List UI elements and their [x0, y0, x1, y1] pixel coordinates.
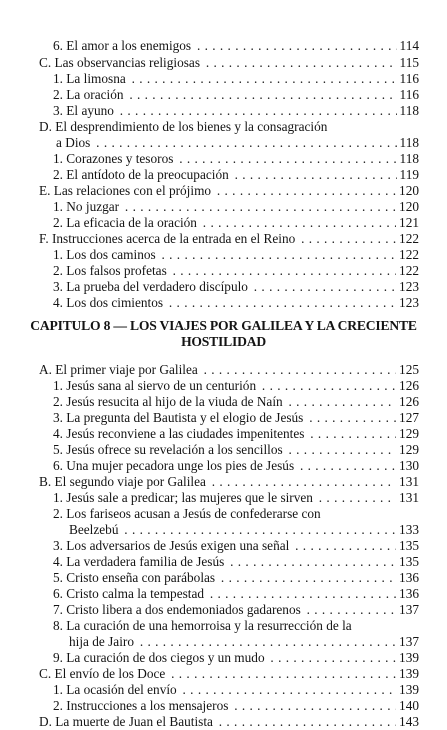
toc-entry-label: 2. El antídoto de la preocupación — [53, 167, 229, 182]
toc-entry-page: 139 — [396, 682, 419, 698]
toc-entry-label: 4. La verdadera familia de Jesús — [53, 554, 225, 569]
toc-entry-label: 2. Los falsos profetas — [53, 263, 167, 278]
toc-entry-page: 122 — [396, 231, 419, 247]
toc-entry-label: 9. La curación de dos ciegos y un mudo — [53, 650, 265, 665]
toc-entry — [0, 199, 447, 215]
toc-entry — [0, 103, 447, 119]
toc-entry-page: 118 — [397, 135, 419, 151]
toc-entry-label: 1. La ocasión del envío — [53, 682, 177, 697]
toc-entry-label: E. Las relaciones con el prójimo — [39, 183, 212, 198]
toc-entry — [0, 378, 447, 394]
toc-entry-page: 123 — [396, 295, 419, 311]
toc-entry — [0, 295, 447, 311]
toc-entry-label: 1. No juzgar — [53, 199, 120, 214]
toc-entry-page: 114 — [397, 38, 419, 54]
toc-entry-page: 118 — [397, 103, 419, 119]
toc-entry-page: 140 — [396, 698, 419, 714]
toc-entry — [0, 522, 447, 538]
toc-entry — [0, 362, 447, 378]
toc-entry-label: 3. El ayuno — [53, 103, 114, 118]
toc-entry — [0, 682, 447, 698]
toc-entry-label: a Dios — [56, 135, 91, 150]
toc-entry — [0, 474, 447, 490]
toc-entry-page: 119 — [397, 167, 419, 183]
toc-entry-label: 6. Cristo calma la tempestad — [53, 586, 205, 601]
toc-entry-page: 136 — [396, 570, 419, 586]
toc-entry — [0, 215, 447, 231]
toc-entry-page: 139 — [396, 650, 419, 666]
toc-entry — [0, 618, 447, 634]
toc-entry — [0, 151, 447, 167]
toc-entry-page: 122 — [396, 263, 419, 279]
toc-entry-page: 131 — [396, 474, 419, 490]
toc-entry-label: 8. La curación de una hemorroisa y la resurrección de la — [53, 618, 352, 633]
toc-entry — [0, 87, 447, 103]
toc-entry-page: 126 — [396, 378, 419, 394]
toc-entry — [0, 714, 447, 730]
toc-entry-label: 2. Los fariseos acusan a Jesús de confederarse con — [53, 506, 321, 521]
toc-entry-label: 1. Corazones y tesoros — [53, 151, 174, 166]
toc-entry-page: 135 — [396, 538, 419, 554]
toc-entry — [0, 55, 447, 71]
toc-entry-page: 116 — [397, 71, 419, 87]
toc-entry-label: 3. La prueba del verdadero discípulo — [53, 279, 248, 294]
toc-entry-label: 7. Cristo libera a dos endemoniados gadarenos — [53, 602, 301, 617]
toc-entry — [0, 650, 447, 666]
toc-entry-page: 136 — [396, 586, 419, 602]
toc-entry-page: 131 — [396, 490, 419, 506]
toc-entry-label: 5. Jesús ofrece su revelación a los sencillos — [53, 442, 283, 457]
toc-entry — [0, 666, 447, 682]
toc-entry — [0, 247, 447, 263]
toc-entry-label: Beelzebú — [69, 522, 119, 537]
toc-entry — [0, 458, 447, 474]
toc-entry-page: 120 — [396, 183, 419, 199]
toc-entry-page: 137 — [396, 634, 419, 650]
toc-entry — [0, 394, 447, 410]
toc-entry-page: 137 — [396, 602, 419, 618]
toc-entry — [0, 586, 447, 602]
toc-entry-page: 122 — [396, 247, 419, 263]
toc-entry — [0, 570, 447, 586]
chapter-heading-line-2: HOSTILIDAD — [181, 334, 266, 349]
toc-entry-page: 121 — [396, 215, 419, 231]
toc-entry-label: 6. Una mujer pecadora unge los pies de Jesús — [53, 458, 295, 473]
toc-entry-page: 130 — [396, 458, 419, 474]
chapter-heading-line-1: CAPITULO 8 — LOS VIAJES POR GALILEA Y LA CRECIENTE — [30, 318, 417, 333]
toc-entry-label: C. Las observancias religiosas — [39, 55, 200, 70]
toc-entry — [0, 183, 447, 199]
toc-entry-page: 135 — [396, 554, 419, 570]
toc-entry — [0, 263, 447, 279]
toc-entry-label: 6. El amor a los enemigos — [53, 38, 192, 53]
toc-entry — [0, 538, 447, 554]
toc-entry-label: 1. Los dos caminos — [53, 247, 156, 262]
toc-entry-label: 4. Jesús reconviene a las ciudades impenitentes — [53, 426, 305, 441]
toc-entry — [0, 442, 447, 458]
toc-entry-label: B. El segundo viaje por Galilea — [39, 474, 206, 489]
toc-entry — [0, 38, 447, 54]
toc-entry-label: hija de Jairo — [69, 634, 134, 649]
toc-entry-page: 139 — [396, 666, 419, 682]
toc-entry-label: 1. Jesús sale a predicar; las mujeres que le sirven — [53, 490, 313, 505]
toc-entry-page: 116 — [397, 87, 419, 103]
toc-entry-label: D. El desprendimiento de los bienes y la consagración — [39, 119, 328, 134]
toc-entry-label: 3. Los adversarios de Jesús exigen una señal — [53, 538, 290, 553]
toc-entry-page: 120 — [396, 199, 419, 215]
toc-entry — [0, 426, 447, 442]
toc-entry — [0, 506, 447, 522]
toc-entry-label: 2. Jesús resucita al hijo de la viuda de Naín — [53, 394, 283, 409]
toc-entry-page: 129 — [396, 426, 419, 442]
toc-entry — [0, 410, 447, 426]
toc-entry-page: 125 — [396, 362, 419, 378]
toc-entry-label: 2. La oración — [53, 87, 124, 102]
toc-entry-label: 5. Cristo enseña con parábolas — [53, 570, 216, 585]
toc-entry-page: 129 — [396, 442, 419, 458]
toc-entry-label: 3. La pregunta del Bautista y el elogio de Jesús — [53, 410, 304, 425]
toc-entry-label: 1. La limosna — [53, 71, 126, 86]
toc-entry-page: 123 — [396, 279, 419, 295]
toc-entry-label: 4. Los dos cimientos — [53, 295, 164, 310]
toc-entry-page: 133 — [396, 522, 419, 538]
toc-entry — [0, 634, 447, 650]
toc-entry-page: 127 — [396, 410, 419, 426]
toc-entry — [0, 554, 447, 570]
toc-entry — [0, 279, 447, 295]
toc-entry-label: F. Instrucciones acerca de la entrada en el Reino — [39, 231, 296, 246]
toc-entry — [0, 602, 447, 618]
toc-entry-label: 2. Instrucciones a los mensajeros — [53, 698, 229, 713]
toc-entry-label: C. El envío de los Doce — [39, 666, 166, 681]
toc-entry — [0, 231, 447, 247]
toc-entry — [0, 119, 447, 135]
toc-entry-page: 115 — [397, 55, 419, 71]
toc-entry-label: A. El primer viaje por Galilea — [39, 362, 198, 377]
chapter-heading — [0, 318, 447, 350]
toc-entry — [0, 698, 447, 714]
toc-entry — [0, 167, 447, 183]
toc-entry — [0, 71, 447, 87]
toc-entry — [0, 490, 447, 506]
toc-entry — [0, 135, 447, 151]
toc-entry-label: 1. Jesús sana al siervo de un centurión — [53, 378, 257, 393]
toc-entry-page: 143 — [396, 714, 419, 730]
toc-entry-label: 2. La eficacia de la oración — [53, 215, 197, 230]
toc-entry-label: D. La muerte de Juan el Bautista — [39, 714, 213, 729]
toc-entry-page: 126 — [396, 394, 419, 410]
toc-entry-page: 118 — [397, 151, 419, 167]
